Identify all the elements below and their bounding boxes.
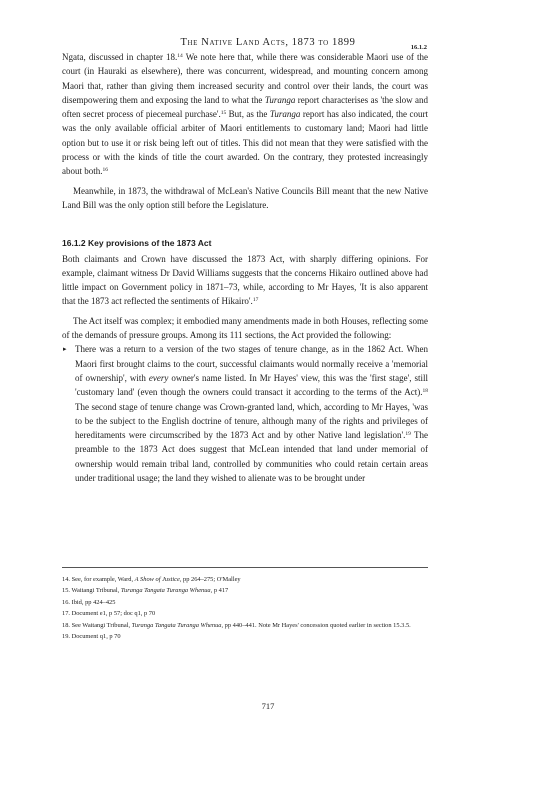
footnote-14: 14. See, for example, Ward, A Show of Justice, pp 264–275; O'Malley <box>62 576 241 583</box>
list-item: ▸ There was a return to a version of the two stages of tenure change, as in the 1862 Act. When Maori first brought claims to the court, successful claimants would normally receive a 'memorial of ownership', with every owner's name listed. In Mr Hayes' view, this was the 'first stage', still 'customary land' (even though the owners could transact it according to the terms of the Act).$^{18}$ The second stage of tenure change was Crown-granted land, which, according to Mr Hayes, 'was to be the subject to the English doctrine of tenure, although many of the rights and privileges of hereditaments were circumscribed by the 1873 Act and by other Native land legislation'.$^{19}$ The preamble to the 1873 Act does suggest that McLean intended that land under memorial of ownership would remain tribal land, controlled by communities who could retain certain areas under traditional usage; the land they wished to alienate was to be brought under <box>63 344 428 484</box>
footnote-ref-15[interactable]: 15 <box>220 110 227 117</box>
footnote-16: 16. Ibid, pp 424–425 <box>62 598 116 606</box>
footnote-ref-17[interactable]: 17 <box>252 297 259 304</box>
paragraph-4: The Act itself was complex; it embodied many amendments made in both Houses, reflecting some of the demands of pressure groups. Among its 111 sections, the Act provided the following: <box>62 315 428 341</box>
footnote-18: 18. See Waitangi Tribunal, Turanga Tangata Turanga Whenua, pp 440–441. Note Mr Hayes' concession quoted earlier in section 15.3.5. <box>62 621 411 629</box>
footnote-17: 17. Document e1, p 57; doc q1, p 70 <box>62 610 156 618</box>
provisions-list <box>62 342 428 485</box>
main-text <box>62 50 428 485</box>
triangle-bullet-icon: ▸ <box>63 345 67 354</box>
footnote-ref-14[interactable]: 14 <box>177 53 183 59</box>
footnote-ref-16[interactable]: 16 <box>102 167 108 174</box>
paragraph-3: Both claimants and Crown have discussed the 1873 Act, with sharply differing opinions. For example, claimant witness Dr David Williams suggests that the concerns Hikairo outlined above had little impact on Government policy in 1871–73, while, according to Mr Hayes, 'It is also apparent that the 1873 act reflected the sentiments of Hikairo'.$^{17}$ <box>62 253 428 307</box>
page-number: 717 <box>261 701 275 711</box>
section-heading: 16.1.2 Key provisions of the 1873 Act <box>62 238 212 249</box>
footnotes <box>62 574 428 642</box>
footnote-19: 19. Document q1, p 70 <box>62 633 121 641</box>
footnote-ref-19[interactable]: 19 <box>405 431 411 438</box>
footnote-divider <box>62 567 428 568</box>
footnote-ref-18[interactable]: 18 <box>422 388 428 395</box>
section-number: 16.1.2 <box>410 44 427 51</box>
running-head: The Native Land Acts, 1873 to 1899 <box>180 37 356 48</box>
footnote-15: 15. Waitangi Tribunal, Turanga Tangata Turanga Whenua, p 417 <box>62 587 229 595</box>
paragraph-1: Ngata, discussed in chapter 18.14 We note here that, while there was considerable Maori use of the court (in Hauraki as elsewhere), there was concurrent, widespread, and mounting concern among Maori that, rather than giving them increased security and control over their lands, the court was disempowering them and exposing the land to what the Turanga report characterises as 'the slow and often secret process of piecemeal purchase'.$^{15}$ But, as the Turanga report has also indicated, the court was the only available official arbiter of Maori entitlements to customary land; Maori had little option but to use it or risk being left out of titles. This did not mean that they were satisfied with the process or with the kinds of title the court awarded. On the contrary, they protested increasingly about both.$^{16}$ <box>62 52 428 177</box>
paragraph-2: Meanwhile, in 1873, the withdrawal of McLean's Native Councils Bill meant that the new Native Land Bill was the only option still before the Legislature. <box>62 185 428 210</box>
